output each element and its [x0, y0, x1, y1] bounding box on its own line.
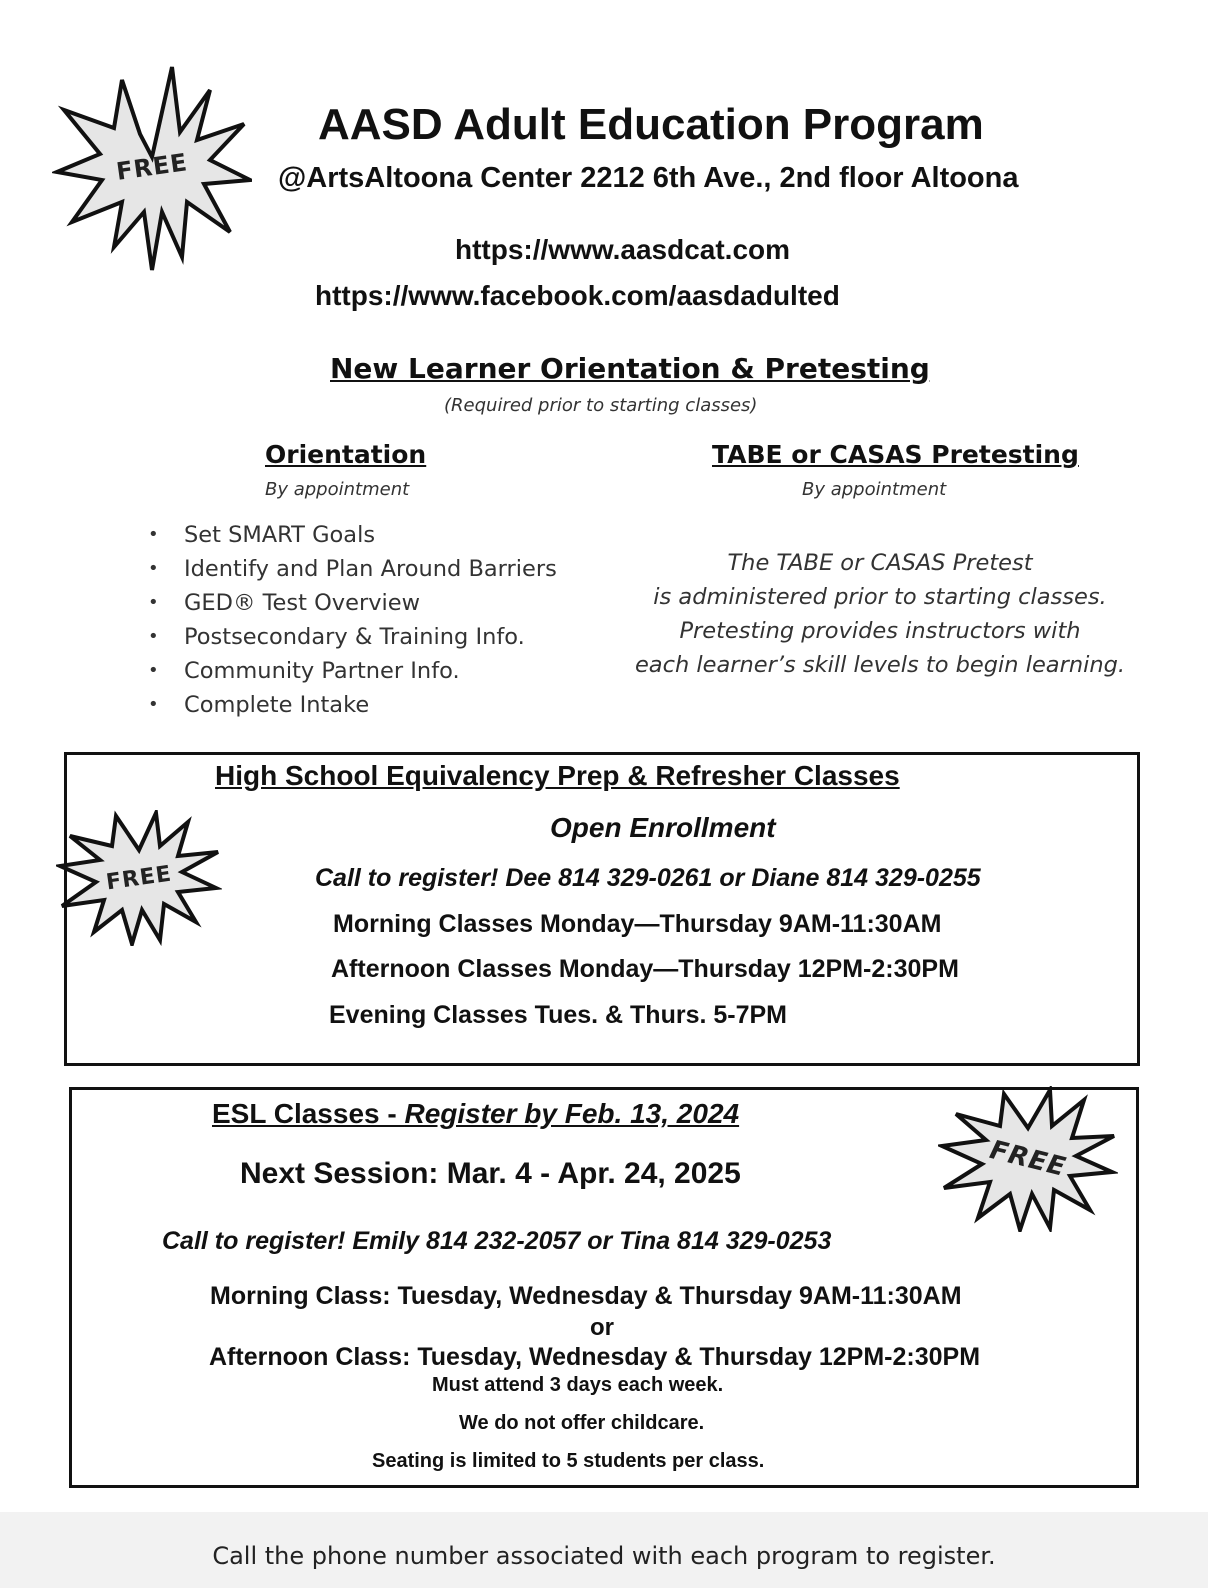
- orientation-heading: Orientation: [265, 440, 427, 469]
- esl-next-session: Next Session: Mar. 4 - Apr. 24, 2025: [240, 1157, 741, 1190]
- esl-title: [212, 1098, 739, 1130]
- esl-morning: Morning Class: Tuesday, Wednesday & Thursday 9AM-11:30AM: [210, 1282, 962, 1310]
- pretesting-line: The TABE or CASAS Pretest: [727, 550, 1033, 576]
- footer-text: Call the phone number associated with each program to register.: [212, 1542, 996, 1570]
- list-item: • GED® Test Overview: [148, 586, 557, 620]
- esl-childcare: We do not offer childcare.: [459, 1412, 705, 1434]
- pretesting-description: [630, 546, 1130, 682]
- pretesting-line: is administered prior to starting classes.: [653, 584, 1107, 610]
- orientation-schedule: By appointment: [265, 479, 410, 500]
- esl-seating: Seating is limited to 5 students per class.: [372, 1450, 765, 1472]
- list-item: • Identify and Plan Around Barriers: [148, 552, 557, 586]
- esl-or: or: [590, 1314, 614, 1341]
- hse-morning: Morning Classes Monday—Thursday 9AM-11:30AM: [333, 910, 942, 938]
- esl-title-plain: ESL Classes -: [212, 1098, 405, 1129]
- list-item: • Set SMART Goals: [148, 518, 557, 552]
- hse-afternoon: Afternoon Classes Monday—Thursday 12PM-2:30PM: [331, 955, 959, 983]
- esl-register: Call to register! Emily 814 232-2057 or Tina 814 329-0253: [162, 1227, 832, 1255]
- orientation-list: [148, 518, 557, 722]
- hse-title: High School Equivalency Prep & Refresher Classes: [215, 760, 900, 791]
- list-item: • Complete Intake: [148, 688, 557, 722]
- hse-enrollment: Open Enrollment: [550, 812, 776, 843]
- facebook-link[interactable]: https://www.facebook.com/aasdadulted: [315, 280, 840, 311]
- page-title: AASD Adult Education Program: [318, 100, 984, 149]
- esl-title-register-deadline: Register by Feb. 13, 2024: [404, 1098, 740, 1129]
- free-badge-label: FREE: [104, 861, 174, 895]
- pretesting-line: each learner’s skill levels to begin learning.: [634, 652, 1126, 678]
- esl-attend: Must attend 3 days each week.: [432, 1374, 724, 1396]
- address: @ArtsAltoona Center 2212 6th Ave., 2nd floor Altoona: [278, 162, 1019, 194]
- pretesting-heading: TABE or CASAS Pretesting: [712, 440, 1079, 469]
- esl-afternoon: Afternoon Class: Tuesday, Wednesday & Thursday 12PM-2:30PM: [209, 1343, 981, 1371]
- pretesting-line: Pretesting provides instructors with: [679, 618, 1081, 644]
- list-item: • Community Partner Info.: [148, 654, 557, 688]
- free-starburst-badge: [56, 810, 222, 946]
- free-starburst-badge: [938, 1086, 1118, 1232]
- list-item: • Postsecondary & Training Info.: [148, 620, 557, 654]
- free-badge-label: FREE: [986, 1135, 1070, 1183]
- website-link[interactable]: https://www.aasdcat.com: [455, 234, 791, 265]
- hse-register: Call to register! Dee 814 329-0261 or Diane 814 329-0255: [315, 864, 981, 892]
- orientation-section-note: (Required prior to starting classes): [444, 395, 758, 416]
- pretesting-schedule: By appointment: [802, 479, 947, 500]
- hse-evening: Evening Classes Tues. & Thurs. 5-7PM: [329, 1001, 788, 1029]
- free-badge-label: FREE: [114, 148, 190, 186]
- free-starburst-badge: [52, 62, 252, 272]
- orientation-section-title: New Learner Orientation & Pretesting: [330, 352, 930, 385]
